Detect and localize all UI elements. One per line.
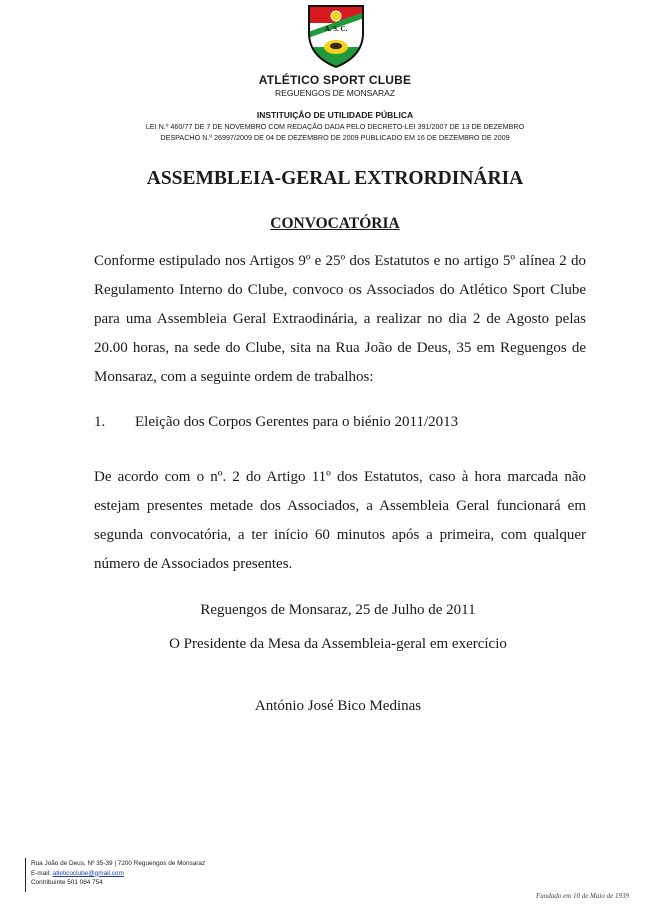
document-title: ASSEMBLEIA-GERAL EXTRORDINÁRIA — [146, 168, 524, 189]
signatory-role: O Presidente da Mesa da Assembleia-geral em exercício — [169, 636, 507, 652]
document-subtitle: CONVOCATÓRIA — [270, 215, 400, 232]
institution-title: INSTITUIÇÃO DE UTILIDADE PÚBLICA — [256, 110, 414, 120]
footer-email-link[interactable]: atleticoclube@gmail.com — [52, 869, 124, 877]
founded-note: Fundado em 10 de Maio de 1939 — [536, 892, 629, 900]
footer-email-label: E-mail: — [31, 869, 51, 877]
footer-contact — [31, 859, 205, 888]
convocation-paragraph: Conforme estipulado nos Artigos 9º e 25º dos Estatutos e no artigo 5º alínea 2 do Regulamento Interno do Clube, convoco os Associados do Atlético Sport Clube para uma Assembleia Geral Extraodinária, a realizar no dia 2 de Agosto pelas 20.00 horas, na sede do Clube, sita na Rua João de Deus, 35 em Reguengos de Monsaraz, com a seguinte ordem de trabalhos: — [94, 253, 586, 385]
institution-law: LEI N.º 460/77 DE 7 DE NOVEMBRO COM REDAÇÃO DADA PELO DECRETO-LEI 391/2007 DE 13 DE DEZEMBRO — [145, 122, 525, 131]
club-crest-logo — [305, 3, 367, 69]
footer-divider — [25, 858, 26, 892]
place-date: Reguengos de Monsaraz, 25 de Julho de 2011 — [200, 602, 476, 618]
footer-address: Rua João de Deus, Nº 35-39 | 7200 Reguengos de Monsaraz — [31, 860, 206, 867]
signatory-name: António José Bico Medinas — [254, 698, 422, 714]
footer-taxpayer: Contribuinte 501 084 754 — [31, 879, 103, 886]
agenda-item-text: Eleição dos Corpos Gerentes para o biénio 2011/2013 — [135, 414, 459, 430]
club-town: REGUENGOS DE MONSARAZ — [275, 88, 395, 98]
crest-initials: A. S. C. — [324, 25, 348, 33]
institution-despacho: DESPACHO N.º 26997/2009 DE 04 DE DEZEMBRO DE 2009 PUBLICADO EM 16 DE DEZEMBRO DE 2009 — [160, 133, 510, 142]
footer-email-line — [31, 869, 205, 879]
quorum-paragraph: De acordo com o nº. 2 do Artigo 11º dos Estatutos, caso à hora marcada não estejam presentes metade dos Associados, a Assembleia Geral funcionará em segunda convocatória, a ter início 60 minutos após a primeira, com qualquer número de Associados presentes. — [94, 469, 586, 572]
club-name: ATLÉTICO SPORT CLUBE — [258, 73, 412, 87]
agenda-item-number: 1. — [94, 414, 106, 430]
